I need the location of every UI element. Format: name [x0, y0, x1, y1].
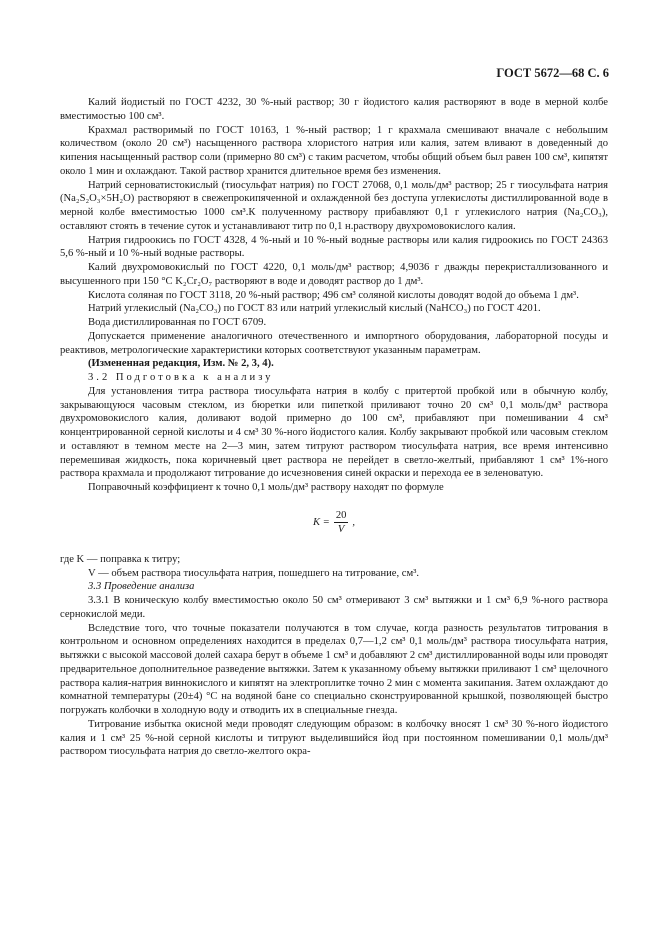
- paragraph-sodium-hydroxide: Натрия гидроокись по ГОСТ 4328, 4 %-ный и 10 %-ный водные растворы или калия гидроокись по ГОСТ 24363 5,6 %-ный и 10 %-ный водные растворы.: [60, 234, 608, 260]
- paragraph-titration-copper: Титрование избытка окисной меди проводят следующим образом: в колбочку вносят 1 см³ 30 %-ного йодистого калия и 1 см³ 25 %-ной серной кислоты и титруют выделившийся йод при постоянном помешивании 0,1 моль/дм³ раствором тиосульфата натрия до светло-желтого окра-: [60, 718, 608, 758]
- amendment-note: (Измененная редакция, Изм. № 2, 3, 4).: [88, 358, 274, 370]
- where-v: V — объем раствора тиосульфата натрия, пошедшего на титрование, см³.: [88, 567, 420, 579]
- paragraph-correction-intro: Поправочный коэффициент к точно 0,1 моль/дм³ раствору находят по формуле: [88, 482, 444, 493]
- section-heading-preparation: 3.2 Подготовка к анализу: [88, 372, 274, 383]
- paragraph-sodium-thiosulfate: Натрий серноватистокислый (тиосульфат натрия) по ГОСТ 27068, 0,1 моль/дм³ раствор; 25 г тиосульфата натрия (Na₂S₂O₃×5H₂O) растворяют в свежепрокипяченной и охлажденной без доступа углекислоты дистиллированной воде в мерной колбе вместимостью 1000 см³.К полученному раствору прибавляют 0,1 г углекислого натрия (Na₂CO₃), оставляют стоять в течение суток и устанавливают титр по 0,1 н.раствору двухромовокислого калия.: [60, 179, 608, 232]
- paragraph-titer-procedure: Для установления титра раствора тиосульфата натрия в колбу с притертой пробкой или в обычную колбу, закрывающуюся часовым стеклом, из бюретки или пипеткой приливают точно 20 см³ 0,1 моль/дм³ раствора двухромовокислого калия, доливают водой примерно до 100 см³, прибавляют при помешивании 4 см³ концентрированной серной кислоты и 4 см³ 30 %-ного йодистого калия. Колбу закрывают пробкой или часовым стеклом и оставляют в темном месте на 2—3 мин, затем титруют раствором тиосульфата натрия, все время интенсивно перемешивая жидкость, пока коричневый цвет раствора не перейдет в светло-желтый, прибавляют 1 см³ 1%-ного раствора крахмала и продолжают титрование до исчезновения синей окраски и перехода ее в зеленоватую.: [60, 385, 608, 480]
- document-body: [60, 96, 608, 759]
- paragraph-equipment-note: Допускается применение аналогичного отечественного и импортного оборудования, лабораторной посуды и реактивов, метрологические характеристики которых соответствуют указанным параметрам.: [60, 330, 608, 356]
- section-heading-analysis: 3.3 Проведение анализа: [88, 581, 195, 593]
- formula-tail: ,: [352, 516, 356, 528]
- formula-fraction: [334, 509, 349, 538]
- paragraph-distilled-water: Вода дистиллированная по ГОСТ 6709.: [88, 317, 267, 328]
- formula-numerator: 20: [334, 509, 349, 524]
- formula-lhs: K =: [312, 516, 330, 528]
- page-header: ГОСТ 5672—68 С. 6: [496, 66, 609, 80]
- paragraph-sodium-carbonate: Натрий углекислый (Na₂CO₃) по ГОСТ 83 или натрий углекислый кислый (NaHCO₃) по ГОСТ 4201.: [88, 303, 541, 315]
- formula: [60, 503, 608, 543]
- paragraph-potassium-iodide: Калий йодистый по ГОСТ 4232, 30 %-ный раствор; 30 г йодистого калия растворяют в воде в мерной колбе вместимостью 100 см³.: [60, 97, 608, 122]
- paragraph-dilution: Вследствие того, что точные показатели получаются в том случае, когда разность результатов титрования в контрольном и основном определениях находится в пределах 0,7—1,2 см³ 0,1 моль/дм³ раствора тиосульфата натрия, вытяжки с высокой массовой долей сахара берут в объеме 1 см³ и добавляют 2 см³ дистиллированной воды или проводят предварительное дополнительное разведение вытяжки. Затем к указанному объему вытяжки приливают 1 см³ щелочного раствора калия-натрия виннокислого и кипятят на электроплитке точно 2 мин с момента закипания. Затем охлаждают до комнатной температуры (20±4) °С на водяной бане со специально сконструированной крышкой, позволяющей быстро погружать колбочки в холодную воду и отводить их в специальные гнезда.: [60, 622, 608, 716]
- paragraph-starch: Крахмал растворимый по ГОСТ 10163, 1 %-ный раствор; 1 г крахмала смешивают вначале с небольшим количеством (около 20 см³) насыщенного раствора хлористого натрия или калия, затем вливают в доведенный до кипения насыщенный раствор соли (примерно 80 см³) с таким расчетом, чтобы общий объем был равен 100 см³, кипятят около 1 мин и охлаждают. Такой раствор хранится длительное время без изменения.: [60, 124, 608, 177]
- paragraph-potassium-dichromate: Калий двухромовокислый по ГОСТ 4220, 0,1 моль/дм³ раствор; 4,9036 г дважды перекристаллизованного и высушенного при 150 °С K₂Cr₂O₇ растворяют в воде и доводят раствор до 1 дм³.: [60, 262, 608, 287]
- formula-denominator: V: [337, 524, 345, 536]
- paragraph-hydrochloric-acid: Кислота соляная по ГОСТ 3118, 20 %-ный раствор; 496 см³ соляной кислоты доводят водой до объема 1 дм³.: [88, 289, 579, 301]
- where-k: где K — поправка к титру;: [60, 553, 181, 565]
- paragraph-3-3-1: 3.3.1 В коническую колбу вместимостью около 50 см³ отмеривают 3 см³ вытяжки и 1 см³ 6,9 %-ного раствора сернокислой меди.: [60, 595, 608, 620]
